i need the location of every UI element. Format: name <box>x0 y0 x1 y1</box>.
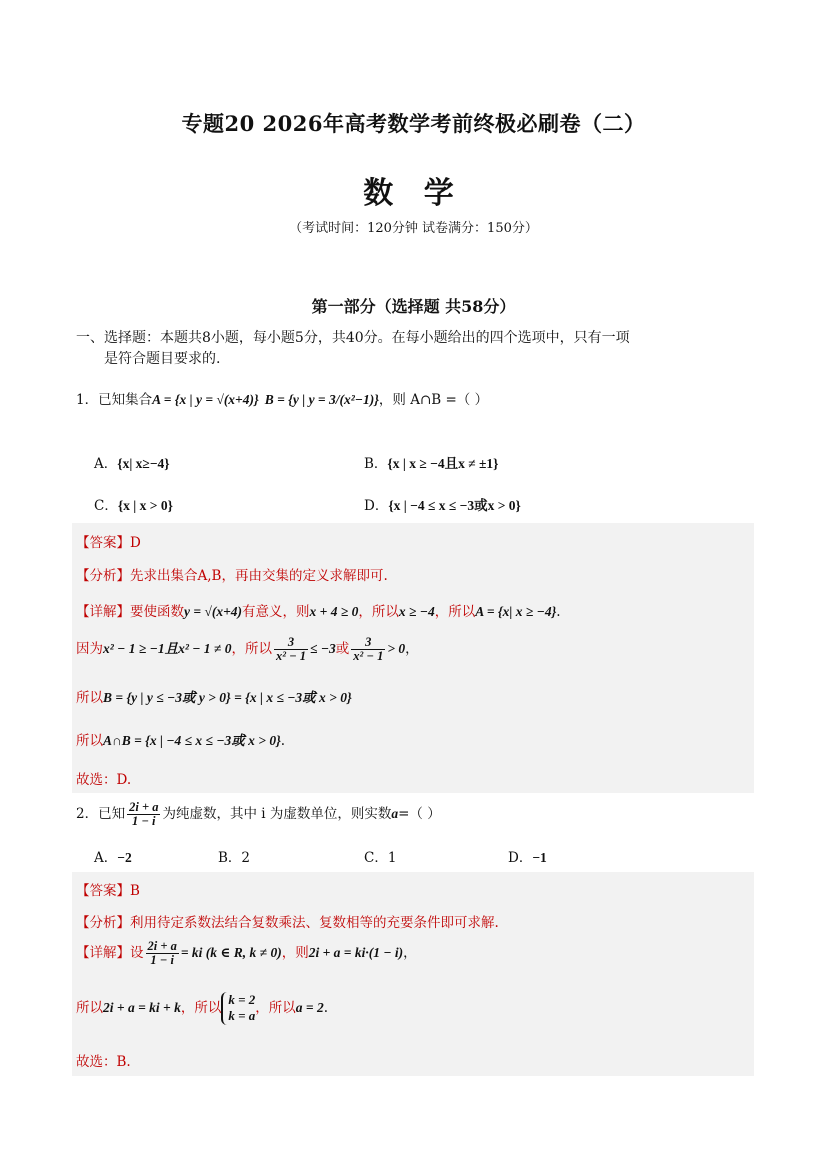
q1-set-b: B = {y | y = 3/(x²−1)} <box>264 392 379 407</box>
part-heading: 第一部分（选择题 共58分） <box>311 297 516 316</box>
q2-equation-system <box>221 992 255 1025</box>
q1-detail-text: 所以 <box>76 690 103 706</box>
q2-detail-math: = ki (k ∈ R, k ≠ 0) <box>180 945 282 961</box>
q1-detail-math: > 0 <box>387 641 406 657</box>
q2-choose: 故选：B. <box>76 1054 131 1070</box>
q2-detail-tag: 【详解】 <box>76 945 130 962</box>
q1-answer <box>76 531 141 551</box>
q1-detail-line-1 <box>76 600 561 620</box>
q1-detail-math: x ≥ −4 <box>398 604 435 619</box>
q2-detail-line-1 <box>76 940 417 967</box>
q1-option-d-text: {x | −4 ≤ x ≤ −3或x > 0} <box>388 498 521 513</box>
q1-detail-text: 或 <box>335 641 350 658</box>
q1-analysis-text: 先求出集合A,B，再由交集的定义求解即可. <box>130 568 388 584</box>
q2-fraction <box>146 940 179 967</box>
q2-tail-2: =（ ） <box>398 806 441 823</box>
q1-option-d <box>364 494 521 514</box>
q1-choose: 故选：D. <box>76 772 132 788</box>
q2-option-d-text: −1 <box>532 850 547 865</box>
q1-answer-value: D <box>130 535 141 551</box>
q2-option-b-label: B． <box>218 850 242 866</box>
q2-detail-text: ，则 <box>281 945 309 962</box>
q2-detail-text: ，所以 <box>255 999 296 1016</box>
q1-option-c-label: C． <box>94 498 118 514</box>
q1-detail-math: x² − 1 ≥ −1且x² − 1 ≠ 0 <box>103 641 232 657</box>
q1-detail-text: ，所以 <box>434 604 476 620</box>
q2-detail-text: ， <box>403 945 417 962</box>
q2-solution-box <box>72 872 754 1076</box>
fraction-numerator: 2i + a <box>147 939 177 953</box>
q1-detail-math: y = √(x+4) <box>184 604 243 619</box>
q1-detail-math: A = {x| x ≥ −4} <box>475 604 557 619</box>
q2-option-b <box>218 846 250 866</box>
q2-analysis <box>76 911 499 931</box>
q1-detail-text: 要使函数 <box>130 604 184 620</box>
q1-detail-text: ， <box>405 641 419 658</box>
q2-option-d <box>508 846 547 866</box>
q1-detail-math: ≤ −3 <box>310 641 336 657</box>
q1-fraction <box>274 636 308 663</box>
q1-detail-text: 所以 <box>76 733 103 749</box>
q1-detail-text: 因为 <box>76 641 103 658</box>
fraction-denominator: x² − 1 <box>275 649 307 664</box>
q1-detail-math: B = {y | y ≤ −3或 y > 0} = {x | x ≤ −3或 x > 0} <box>103 690 352 705</box>
document-title: 专题20 2026年高考数学考前终极必刷卷（二） <box>181 111 646 136</box>
q2-analysis-text: 利用待定系数法结合复数乘法、复数相等的充要条件即可求解. <box>130 915 499 931</box>
q2-answer-tag: 【答案】 <box>76 883 130 899</box>
q1-detail-tag: 【详解】 <box>76 604 130 620</box>
q1-option-b-label: B． <box>364 456 388 472</box>
q1-detail-line-3 <box>76 686 352 706</box>
q2-detail-text: 所以 <box>76 999 103 1016</box>
q1-analysis-tag: 【分析】 <box>76 568 130 584</box>
q1-number: 1．已知集合 <box>76 392 153 408</box>
q1-detail-text: . <box>556 604 561 620</box>
q2-option-a <box>94 846 132 866</box>
q2-option-c-text: 1 <box>387 850 397 866</box>
q2-option-b-text: 2 <box>241 850 251 866</box>
q2-fraction <box>127 801 160 828</box>
q1-answer-tag: 【答案】 <box>76 535 130 551</box>
fraction-denominator: 1 − i <box>131 814 156 829</box>
q2-tail: 为纯虚数，其中 i 为虚数单位，则实数 <box>162 806 392 823</box>
q1-option-c <box>94 494 173 514</box>
section-instructions-line2: 是符合题目要求的. <box>104 351 221 367</box>
q2-option-a-text: −2 <box>117 850 132 865</box>
equation-line: k = 2 <box>228 992 256 1007</box>
q2-option-a-label: A． <box>94 850 118 866</box>
q1-detail-text: 有意义，则 <box>242 604 310 620</box>
fraction-denominator: 1 − i <box>150 953 174 968</box>
fraction-denominator: x² − 1 <box>353 649 384 664</box>
q2-answer-value: B <box>130 883 140 899</box>
fraction-numerator: 2i + a <box>129 800 159 814</box>
q2-option-d-label: D． <box>508 850 533 866</box>
q1-detail-math: A∩B = {x | −4 ≤ x ≤ −3或 x > 0} <box>103 733 281 748</box>
q1-option-d-label: D． <box>364 498 389 514</box>
q2-number: 2．已知 <box>76 806 126 823</box>
section-instructions-line1: 一、选择题：本题共8小题，每小题5分，共40分。在每小题给出的四个选项中，只有一项 <box>76 330 630 346</box>
q2-analysis-tag: 【分析】 <box>76 915 130 931</box>
q1-analysis <box>76 564 388 584</box>
q1-set-a: A = {x | y = √(x+4)} <box>152 392 259 407</box>
q1-option-b <box>364 452 498 472</box>
q1-option-a <box>94 452 170 472</box>
q1-detail-math: x + 4 ≥ 0 <box>309 604 359 619</box>
q2-detail-text: . <box>323 999 329 1016</box>
subject-title: 数 学 <box>363 176 464 211</box>
q1-detail-text: ，所以 <box>358 604 399 620</box>
q1-option-a-label: A． <box>94 456 118 472</box>
q2-option-c <box>364 846 396 866</box>
q2-detail-line-2 <box>76 992 328 1025</box>
q2-detail-math: a = 2 <box>295 999 324 1015</box>
q1-option-b-text: {x | x ≥ −4且x ≠ ±1} <box>387 456 499 471</box>
section-instructions <box>76 328 756 370</box>
q1-fraction <box>351 636 385 663</box>
exam-info: （考试时间：120分钟 试卷满分：150分） <box>289 221 538 236</box>
q1-detail-text: ，所以 <box>231 641 272 658</box>
q2-detail-math: 2i + a = ki + k <box>103 999 181 1015</box>
equation-line: k = a <box>228 1008 256 1024</box>
fraction-numerator: 3 <box>274 636 308 650</box>
q2-detail-math: 2i + a = ki·(1 − i) <box>308 945 404 961</box>
q1-option-c-text: {x | x > 0} <box>117 498 173 513</box>
q2-variable: a <box>391 806 399 822</box>
q2-answer <box>76 879 140 899</box>
question-1-stem <box>76 388 488 408</box>
question-2-stem <box>76 801 441 828</box>
fraction-numerator: 3 <box>351 636 385 650</box>
q2-detail-text: ，所以 <box>180 999 222 1016</box>
q1-detail-line-2 <box>76 636 419 663</box>
q1-detail-text: . <box>280 733 286 749</box>
q1-detail-line-4 <box>76 729 285 749</box>
q1-tail: ，则 A∩B =（ ） <box>378 392 489 408</box>
q2-option-c-label: C． <box>364 850 388 866</box>
q2-detail-text: 设 <box>130 945 144 962</box>
q1-option-a-text: {x| x≥−4} <box>117 456 170 471</box>
